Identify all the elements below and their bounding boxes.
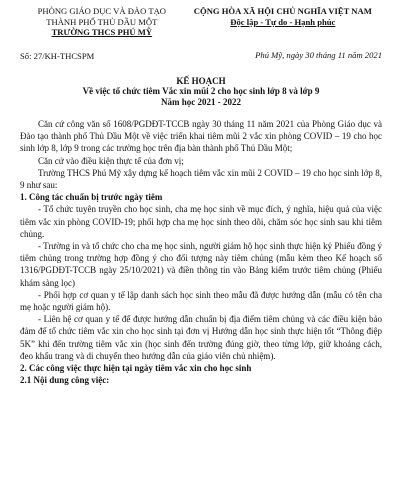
- document-date: Phú Mỹ, ngày 30 tháng 11 năm 2021: [255, 49, 382, 60]
- motto: Độc lập - Tự do - Hạnh phúc: [230, 16, 336, 27]
- paragraph-3: Trường THCS Phú Mỹ xây dựng kế hoạch tiêm vắc xin mũi 2 COVID – 19 cho học sinh lớp 8, 9 như sau:: [20, 167, 382, 191]
- title-line-2: Về việc tổ chức tiêm Vắc xin mũi 2 cho học sinh lớp 8 và lớp 9: [82, 86, 320, 97]
- paragraph-5: - Trường in và tổ chức cho cha mẹ học sinh, người giám hộ học sinh thực hiện ký Phiếu đồng ý tiêm chủng trong trường hợp đồng ý cho đối tượng này tiêm chủng (mẫu kèm theo Kế hoạch số 1316/PGDĐT-TCCB ngày 25/10/2021) và điền thông tin vào Bảng kiểm trước tiêm chủng (Phiếu khám sàng lọc): [20, 241, 382, 288]
- document-header: [20, 6, 382, 38]
- issuer-line-2: THÀNH PHỐ THỦ DẦU MỘT: [46, 16, 158, 27]
- issuer-block: [20, 6, 184, 38]
- section-heading-1: 1. Công tác chuẩn bị trước ngày tiêm: [20, 192, 163, 203]
- document-title: [20, 76, 382, 107]
- paragraph-1: Căn cứ công văn số 1608/PGDĐT-TCCB ngày 30 tháng 11 năm 2021 của Phòng Giáo dục và Đào tạo thành phố Thủ Dầu Một về việc triển khai tiêm mũi 2 vắc xin phòng COVID – 19 cho học sinh lớp 8, lớp 9 trong các trường học trên địa bàn thành phố Thủ Dầu Một;: [20, 119, 382, 154]
- paragraph-6: - Phối hợp cơ quan y tế lập danh sách học sinh theo mẫu đã được hướng dẫn (mẫu có tên cha mẹ hoặc người giám hộ).: [20, 289, 382, 313]
- country-name: CỘNG HÒA XÃ HỘI CHỦ NGHĨA VIỆT NAM: [193, 6, 372, 16]
- title-line-3: Năm học 2021 - 2022: [161, 96, 241, 107]
- section-heading-2-1: 2.1 Nội dung công việc:: [20, 375, 110, 386]
- paragraph-7: - Liên hệ cơ quan y tế để được hướng dẫn chuẩn bị địa điểm tiêm chủng và các điều kiện bảo đảm để tổ chức tiêm vắc xin cho học sinh tại đơn vị Hướng dẫn học sinh thực hiện tốt “Thông điệp 5K” khi đến trường tiêm vắc xin (học sinh đến trường đúng giờ, theo từng lớp, giữ khoảng cách, đeo khẩu trang và di chuyển theo hướng dẫn của giáo viên chủ nhiệm).: [20, 314, 382, 361]
- document-number: Số: 27/KH-THCSPM: [20, 50, 95, 61]
- paragraph-2: Căn cứ vào điều kiện thực tế của đơn vị;: [38, 155, 184, 166]
- school-name: TRƯỜNG THCS PHÚ MỸ: [51, 27, 153, 38]
- paragraph-4: - Tổ chức tuyên truyền cho học sinh, cha mẹ học sinh về mục đích, ý nghĩa, hiệu quả của việc tiêm vắc xin phòng COVID-19; phối hợp cha mẹ học sinh theo dõi, chăm sóc học sinh sau khi tiêm chủng.: [20, 204, 382, 239]
- section-heading-2: 2. Các công việc thực hiện tại ngày tiêm vắc xin cho học sinh: [20, 363, 252, 374]
- issuer-line-1: PHÒNG GIÁO DỤC VÀ ĐÀO TẠO: [37, 6, 166, 16]
- document-body: [20, 118, 382, 386]
- national-header: [184, 6, 382, 27]
- title-line-1: KẾ HOẠCH: [176, 75, 226, 86]
